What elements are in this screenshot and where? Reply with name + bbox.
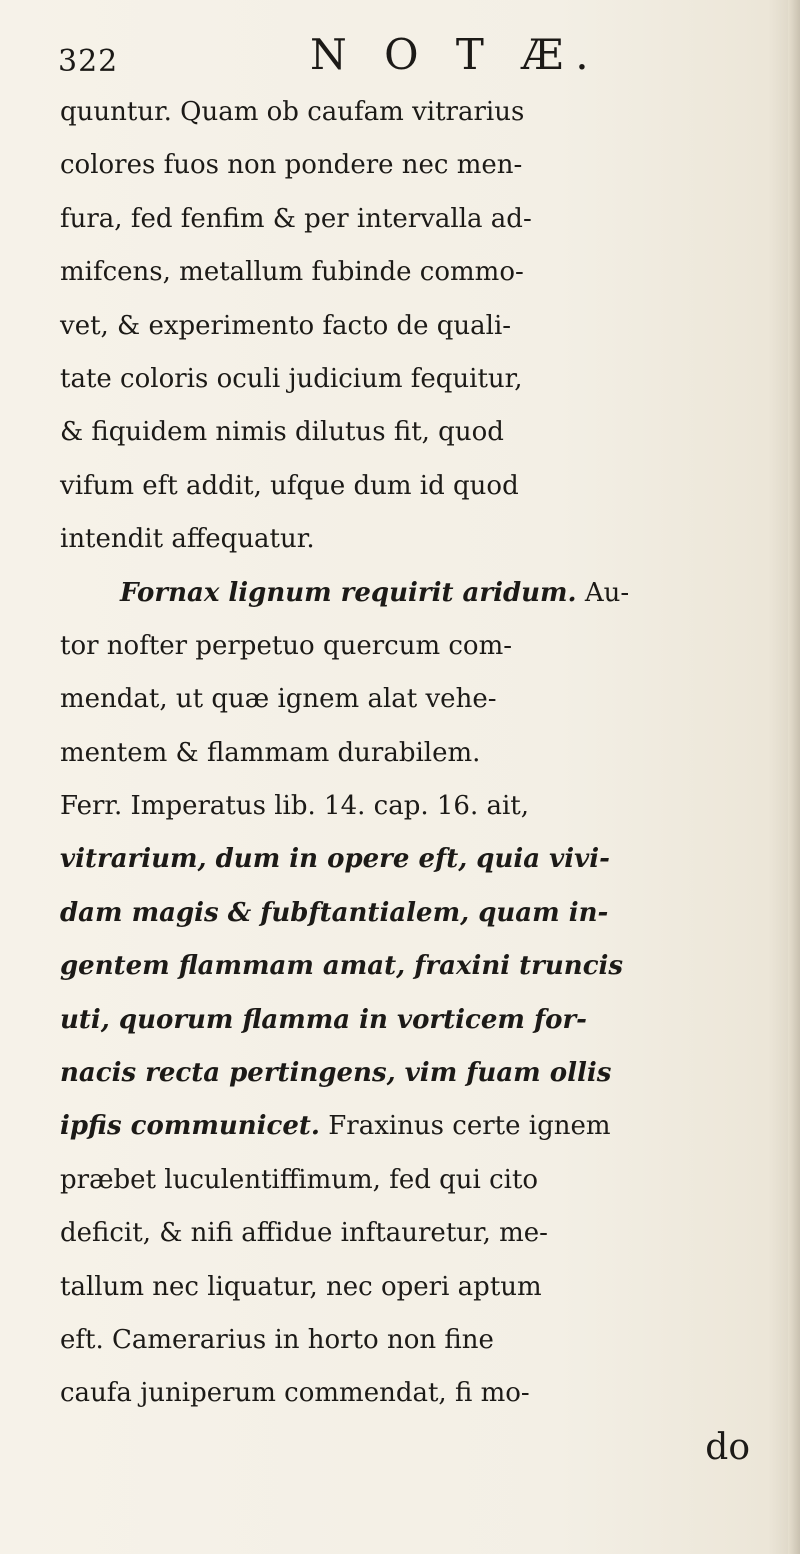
text-run: colores fuos non pondere nec men- <box>60 150 523 181</box>
italic-run: ipfis communicet. <box>60 1111 320 1142</box>
italic-run: gentem flammam amat, fraxini truncis <box>60 951 624 982</box>
text-line <box>60 887 780 940</box>
text-line <box>60 406 780 459</box>
text-line <box>60 1207 780 1260</box>
text-line <box>60 1367 780 1420</box>
text-run: mendat, ut quæ ignem alat vehe- <box>60 684 497 715</box>
text-line <box>60 1314 780 1367</box>
text-line <box>60 1154 780 1207</box>
text-line <box>60 780 780 833</box>
body-text <box>60 86 780 1474</box>
italic-run: Fornax lignum requirit aridum. <box>120 577 577 608</box>
text-line <box>60 193 780 246</box>
text-run: præbet luculentiffimum, fed qui cito <box>60 1164 539 1195</box>
text-run: vet, & experimento facto de quali- <box>60 310 512 341</box>
running-title: N O T Æ. <box>310 30 601 79</box>
text-line <box>60 940 780 993</box>
page-number: 322 <box>58 44 119 79</box>
text-run: vifum eft addit, ufque dum id quod <box>60 470 519 501</box>
text-run: mifcens, metallum fubinde commo- <box>60 257 524 288</box>
page-header <box>58 28 758 88</box>
text-line <box>60 994 780 1047</box>
text-run: tate coloris oculi judicium fequitur, <box>60 363 523 394</box>
text-line <box>60 620 780 673</box>
text-run: Ferr. Imperatus lib. 14. cap. 16. ait, <box>60 791 530 822</box>
text-line <box>60 727 780 780</box>
text-line <box>60 1047 780 1100</box>
text-line <box>60 673 780 726</box>
italic-run: dam magis & fubftantialem, quam in- <box>60 897 609 928</box>
text-run: intendit affequatur. <box>60 524 315 555</box>
italic-run: vitrarium, dum in opere eft, quia vivi- <box>60 844 610 875</box>
text-line <box>60 833 780 886</box>
text-line <box>60 513 780 566</box>
text-line <box>60 86 780 139</box>
text-run: tallum nec liquatur, nec operi aptum <box>60 1271 542 1302</box>
text-line <box>60 567 780 620</box>
text-run: eft. Camerarius in horto non fine <box>60 1324 494 1355</box>
text-run: deficit, & nifi affidue inftauretur, me- <box>60 1218 548 1249</box>
text-line <box>60 246 780 299</box>
page-edge <box>788 0 800 1554</box>
text-run: quuntur. Quam ob caufam vitrarius <box>60 97 525 127</box>
text-run: do <box>705 1426 750 1468</box>
text-run: fura, fed fenfim & per intervalla ad- <box>60 203 532 234</box>
italic-run: uti, quorum flamma in vorticem for- <box>60 1004 587 1035</box>
text-line <box>60 1261 780 1314</box>
text-run: mentem & flammam durabilem. <box>60 737 481 768</box>
text-line <box>60 1100 780 1153</box>
text-run: Au- <box>576 577 630 608</box>
text-run: & fiquidem nimis dilutus fit, quod <box>60 417 504 448</box>
text-line <box>60 460 780 513</box>
text-run: tor nofter perpetuo quercum com- <box>60 630 513 661</box>
italic-run: nacis recta pertingens, vim fuam ollis <box>60 1058 612 1089</box>
text-line <box>60 300 780 353</box>
text-line <box>60 1421 780 1474</box>
text-line <box>60 353 780 406</box>
text-run: caufa juniperum commendat, fi mo- <box>60 1378 530 1409</box>
text-line <box>60 139 780 192</box>
text-run: Fraxinus certe ignem <box>319 1111 611 1142</box>
